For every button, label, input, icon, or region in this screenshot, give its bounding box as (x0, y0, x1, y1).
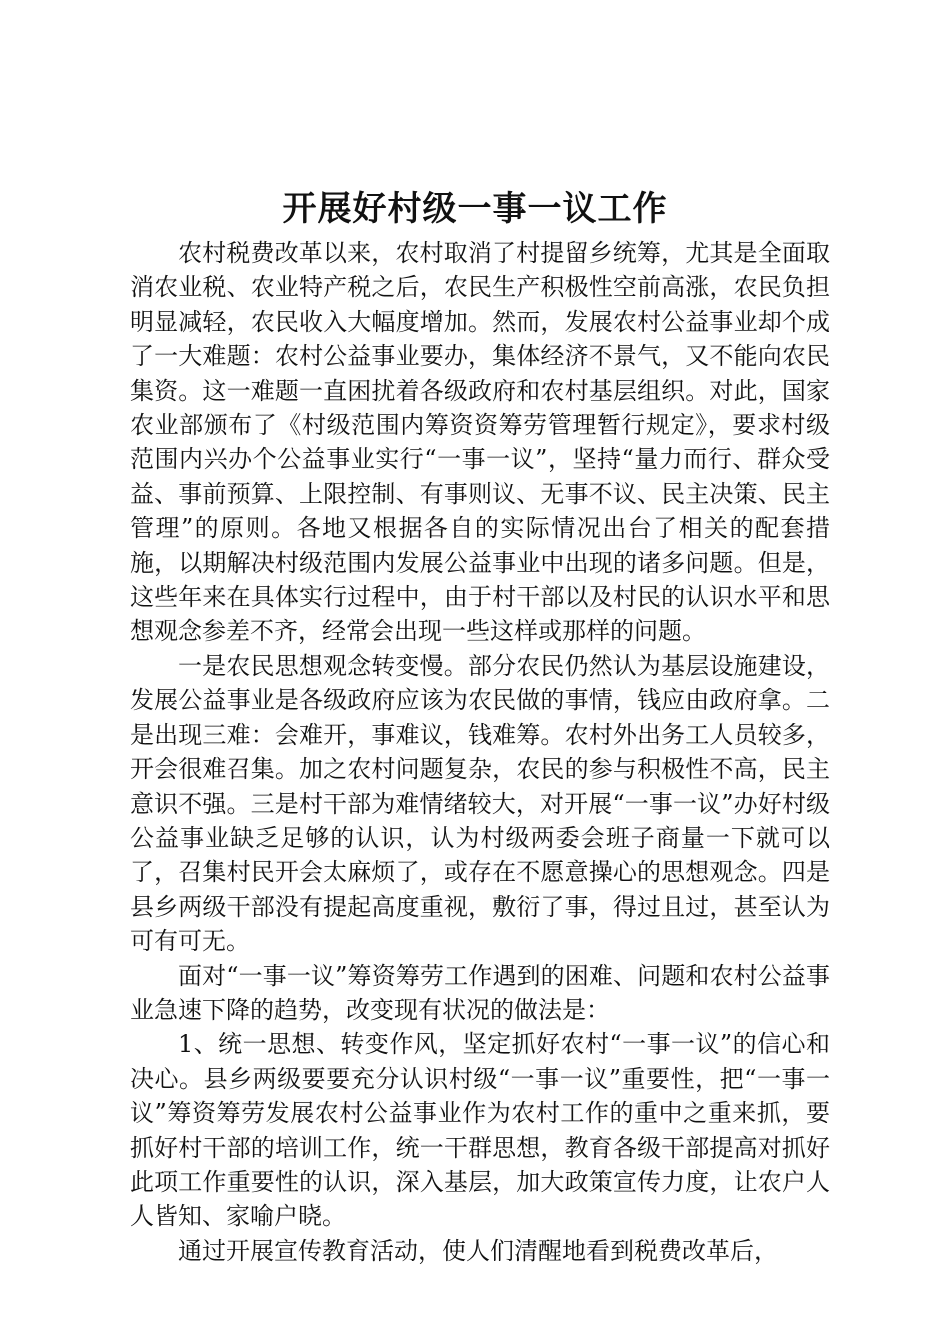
document-body (130, 236, 830, 1268)
paragraph-approach: 面对“一事一议”筹资筹劳工作遇到的困难、问题和农村公益事业急速下降的趋势，改变现有状况的做法是： (130, 961, 830, 1024)
paragraph-intro: 农村税费改革以来，农村取消了村提留乡统筹，尤其是全面取消农业税、农业特产税之后，农民生产积极性空前高涨，农民负担明显减轻，农民收入大幅度增加。然而，发展农村公益事业却个成了一大难题：农村公益事业要办，集体经济不景气，又不能向农民集资。这一难题一直困扰着各级政府和农村基层组织。对此，国家农业部颁布了《村级范围内筹资资筹劳管理暂行规定》，要求村级范围内兴办个公益事业实行“一事一议”，坚持“量力而行、群众受益、事前预算、上限控制、有事则议、无事不议、民主决策、民主管理”的原则。各地又根据各自的实际情况出台了相关的配套措施，以期解决村级范围内发展公益事业中出现的诸多问题。但是，这些年来在具体实行过程中，由于村干部以及村民的认识水平和思想观念参差不齐，经常会出现一些这样或那样的问题。 (130, 239, 830, 646)
paragraph-problems: 一是农民思想观念转变慢。部分农民仍然认为基层设施建设，发展公益事业是各级政府应该为农民做的事情，钱应由政府拿。二是出现三难：会难开，事难议，钱难筹。农村外出务工人员较多，开会很难召集。加之农村问题复杂，农民的参与积极性不高，民主意识不强。三是村干部为难情绪较大，对开展“一事一议”办好村级公益事业缺乏足够的认识，认为村级两委会班子商量一下就可以了，召集村民开会太麻烦了，或存在不愿意操心的思想观念。四是县乡两级干部没有提起高度重视，敷衍了事，得过且过，甚至认为可有可无。 (130, 651, 830, 956)
document-title: 开展好村级一事一议工作 (282, 189, 668, 229)
paragraph-measure-1: 1、统一思想、转变作风，坚定抓好农村“一事一议”的信心和决心。县乡两级要要充分认识村级“一事一议”重要性，把“一事一议”筹资筹劳发展农村公益事业作为农村工作的重中之重来抓，要抓好村干部的培训工作，统一干群思想，教育各级干部提高对抓好此项工作重要性的认识，深入基层，加大政策宣传力度，让农户人人皆知、家喻户晓。 (130, 1030, 830, 1231)
paragraph-education: 通过开展宣传教育活动，使人们清醒地看到税费改革后， (178, 1236, 778, 1265)
